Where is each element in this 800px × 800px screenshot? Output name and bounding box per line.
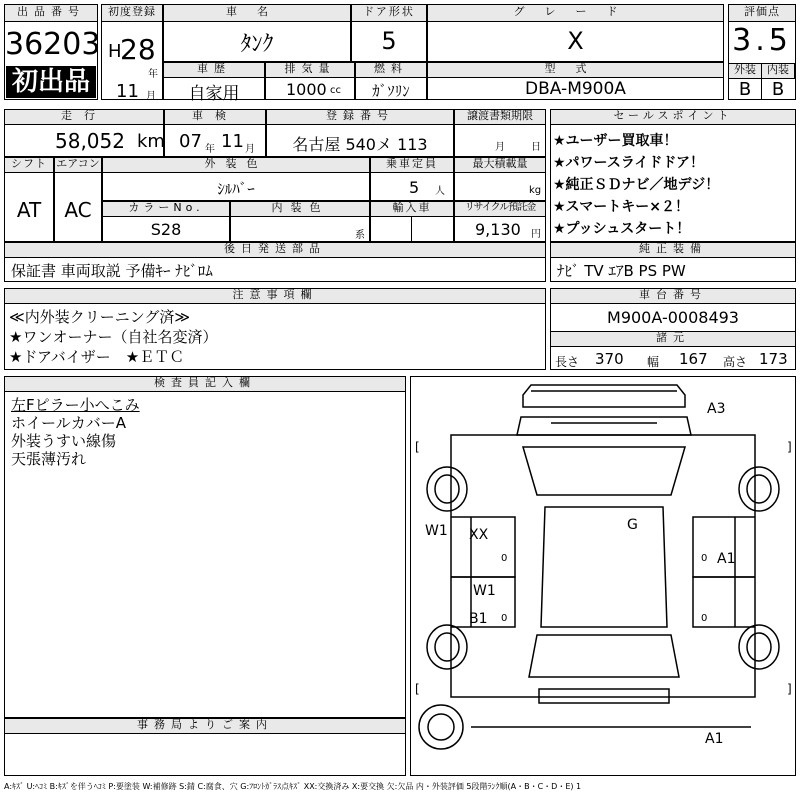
model: DBA-M900A <box>525 79 626 99</box>
history: 自家用 <box>188 84 240 104</box>
shift-label: シフト <box>4 157 54 173</box>
mileage: 58,052 <box>55 129 125 153</box>
car-name: ﾀﾝｸ <box>240 32 274 57</box>
dims-label: 諸元 <box>550 331 796 347</box>
transfer-day-unit: 日 <box>531 142 541 153</box>
capacity: 5 <box>409 178 420 197</box>
equip: ﾅﾋﾞ TV ｴｱB PS PW <box>557 262 686 280</box>
recycle-box <box>454 201 546 242</box>
rear-bumper <box>539 689 669 703</box>
height: 173 <box>759 350 788 368</box>
svg-text:[: [ <box>415 440 420 454</box>
mark-w1-left: W1 <box>425 523 448 539</box>
color-no-label: カラーNo. <box>102 201 230 217</box>
mark-a1-bottom: A1 <box>705 731 724 747</box>
insp-year: 07 <box>179 131 202 152</box>
sales-point: ★プッシュスタート！ <box>553 221 691 237</box>
model-box <box>427 62 724 100</box>
mark-zero: 0 <box>701 613 708 624</box>
roof <box>541 507 667 627</box>
grade: X <box>567 27 584 55</box>
rear-window <box>529 635 679 677</box>
ac: AC <box>64 198 92 222</box>
later-parts-label: 後日発送部品 <box>4 242 546 258</box>
color-no-box <box>102 201 230 242</box>
reg-box <box>266 109 454 157</box>
car-diagram <box>410 376 796 776</box>
score: 3.5 <box>732 23 792 58</box>
score-box <box>728 4 796 100</box>
chassis-number: M900A-0008493 <box>607 308 739 327</box>
load-unit: kg <box>529 185 542 196</box>
fuel: ｶﾞｿﾘﾝ <box>372 82 410 100</box>
reg-label: 登録番号 <box>266 109 454 125</box>
inspection-box <box>164 109 266 157</box>
interior-grade: B <box>771 79 785 100</box>
windshield <box>523 447 685 495</box>
later-parts: 保証書 車両取説 予備ｷｰ ﾅﾋﾞﾛﾑ <box>11 262 213 280</box>
sales-point: ★純正ＳＤナビ／地デジ！ <box>553 177 720 193</box>
lot-number: 36203 <box>5 27 101 62</box>
mileage-unit: km <box>137 131 165 152</box>
mileage-box <box>4 109 164 157</box>
ac-box <box>54 157 102 242</box>
right-front-door <box>693 517 755 577</box>
office-box <box>4 718 406 776</box>
first-listing-text: 初出品 <box>11 67 90 97</box>
inspector-line: 左Fピラー小へこみ <box>11 396 140 414</box>
displacement-unit: cc <box>330 85 341 96</box>
mark-zero: 0 <box>501 613 508 624</box>
length: 370 <box>595 350 624 368</box>
mark-w1-center: W1 <box>473 583 496 599</box>
mark-zero: 0 <box>701 553 708 564</box>
chassis-box <box>550 288 796 370</box>
inspector-line: 外装うすい線傷 <box>11 432 117 450</box>
color-no: S28 <box>150 220 182 239</box>
sales-point: ★パワースライドドア！ <box>553 155 705 171</box>
lot-label: 出品番号 <box>4 4 98 22</box>
load-label: 最大積載量 <box>454 157 546 173</box>
mark-a3: A3 <box>707 401 726 417</box>
door-box <box>351 4 427 62</box>
recycle-unit: 円 <box>531 229 541 240</box>
fuel-box <box>355 62 427 100</box>
legend: A:ｷｽﾞ U:ﾍｺﾐ B:ｷｽﾞを伴うﾍｺﾐ P:要塗装 W:補修跡 S:錆 C:腐食、穴 G:ﾌﾛﾝﾄｶﾞﾗｽ点ｷｽﾞ XX:交換済み X:要交換 欠:欠品 内・外装評価 5段階ﾗﾝｸ順(A・B・C・D・E) 1 <box>4 782 582 791</box>
mark-b1: B1 <box>469 611 488 627</box>
exterior-grade: B <box>738 79 752 100</box>
month-unit: 月 <box>146 91 156 102</box>
mark-xx: XX <box>469 527 489 543</box>
transfer-box <box>454 109 546 157</box>
insp-month-unit: 月 <box>245 144 255 155</box>
svg-text:]: ] <box>787 440 792 454</box>
width-label: 幅 <box>647 355 660 369</box>
recycle-label: リサイクル預託金 <box>454 201 546 217</box>
first-reg-month: 11 <box>116 81 139 102</box>
history-box <box>163 62 265 104</box>
car-name-box <box>163 4 351 62</box>
color: ｼﾙﾊﾞｰ <box>217 180 255 198</box>
capacity-label: 乗車定員 <box>370 157 454 173</box>
score-label: 評価点 <box>728 4 796 22</box>
wheel-rear-right <box>739 625 779 669</box>
score-divider <box>761 63 762 99</box>
load-box <box>454 157 546 201</box>
displacement-box <box>265 62 355 100</box>
front-bumper <box>523 385 685 407</box>
displacement-label: 排気量 <box>265 62 355 78</box>
wheel-front-left <box>427 467 467 511</box>
history-label: 車歴 <box>163 62 265 78</box>
door-label: ドア形状 <box>351 4 427 22</box>
office-label: 事務局よりご案内 <box>4 718 406 734</box>
length-label: 長さ <box>555 355 580 369</box>
year-unit: 年 <box>148 69 158 80</box>
first-reg-year: 28 <box>120 33 156 66</box>
model-label: 型式 <box>427 62 724 78</box>
era: H <box>108 41 122 62</box>
grade-box <box>427 4 724 62</box>
displacement: 1000 <box>286 80 327 99</box>
inspector-box <box>4 376 406 718</box>
shift-box <box>4 157 54 242</box>
left-front-door <box>451 517 515 577</box>
height-label: 高さ <box>723 355 748 369</box>
sales-point: ★スマートキー×２！ <box>553 199 690 215</box>
grade-label: グレード <box>427 4 724 22</box>
shift: AT <box>16 198 42 222</box>
ac-label: エアコン <box>54 157 102 173</box>
svg-text:[: [ <box>415 682 420 696</box>
transfer-month-unit: 月 <box>495 142 505 153</box>
first-reg-label: 初度登録 <box>101 4 163 22</box>
capacity-box <box>370 157 454 201</box>
equip-label: 純正装備 <box>550 242 796 258</box>
first-reg-box <box>101 4 163 100</box>
car-name-label: 車名 <box>163 4 351 22</box>
car-body-outline <box>451 435 755 697</box>
recycle: 9,130 <box>475 220 521 239</box>
note-line: ★ワンオーナー（自社名変済） <box>9 328 218 346</box>
capacity-unit: 人 <box>435 186 445 197</box>
notes-box <box>4 288 546 370</box>
insp-month: 11 <box>221 131 244 152</box>
import-box <box>370 201 454 242</box>
inspector-label: 検査員記入欄 <box>4 376 406 392</box>
sales-box <box>550 109 796 242</box>
import-label: 輸入車 <box>370 201 454 217</box>
sales-label: セールスポイント <box>550 109 796 125</box>
notes-label: 注意事項欄 <box>4 288 546 304</box>
first-listing-badge <box>6 66 96 98</box>
color-label: 外装色 <box>102 157 370 173</box>
insp-year-unit: 年 <box>205 144 215 155</box>
fuel-label: 燃料 <box>355 62 427 78</box>
reg-number: 名古屋 540メ 113 <box>292 135 428 154</box>
int-color-unit: 系 <box>355 230 365 241</box>
chassis-label: 車台番号 <box>550 288 796 304</box>
color-box <box>102 157 370 201</box>
equip-box <box>550 242 796 282</box>
note-line: ★ドアバイザー ★ＥＴＣ <box>9 348 185 366</box>
exterior-label: 外装 <box>728 63 762 79</box>
transfer-label: 譲渡書類期限 <box>454 109 546 125</box>
mark-a1-right: A1 <box>717 551 736 567</box>
later-parts-box <box>4 242 546 282</box>
inspector-line: ホイールカバーA <box>11 414 126 432</box>
int-color-box <box>230 201 370 242</box>
interior-label: 内装 <box>761 63 795 79</box>
import-divider <box>411 217 412 241</box>
inspector-line: 天張薄汚れ <box>11 450 87 468</box>
width: 167 <box>679 350 708 368</box>
spare-tire <box>419 705 463 749</box>
car-diagram-svg <box>411 377 795 775</box>
mark-g: G <box>627 517 638 533</box>
inspection-label: 車検 <box>164 109 266 125</box>
mileage-label: 走行 <box>4 109 164 125</box>
note-line: ≪内外装クリーニング済≫ <box>9 308 191 326</box>
hood <box>517 417 691 435</box>
sales-point: ★ユーザー買取車！ <box>553 133 678 149</box>
int-color-label: 内装色 <box>230 201 370 217</box>
wheel-rear-left <box>427 625 467 669</box>
wheel-front-right <box>739 467 779 511</box>
doors: 5 <box>381 27 397 55</box>
svg-text:]: ] <box>787 682 792 696</box>
mark-zero: 0 <box>501 553 508 564</box>
